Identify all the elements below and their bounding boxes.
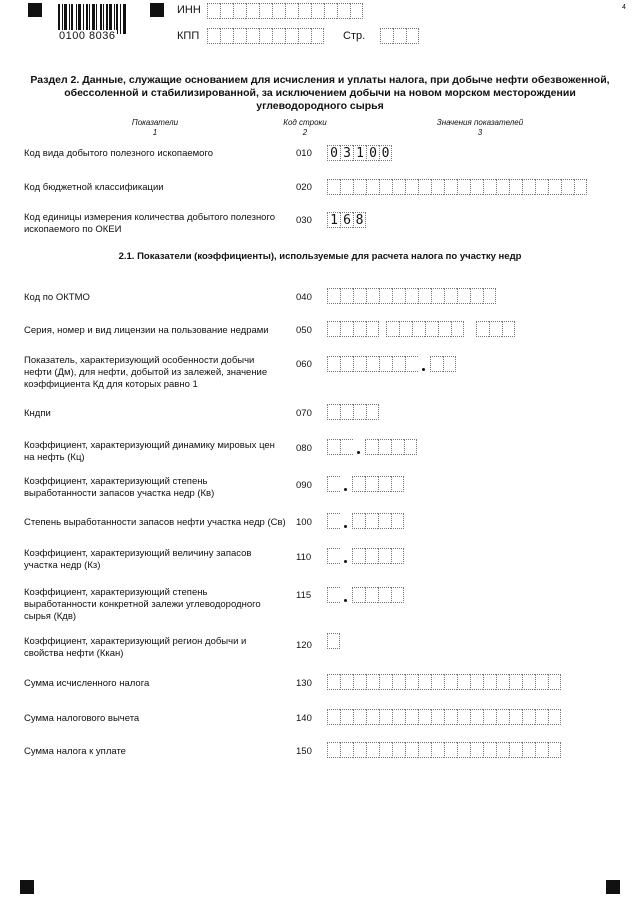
row-050-series-field[interactable] — [327, 321, 379, 337]
row-100-code: 100 — [296, 517, 312, 528]
row-010-code: 010 — [296, 148, 312, 159]
row-140-label: Сумма налогового вычета — [24, 713, 140, 724]
decimal-point-icon — [340, 548, 352, 564]
row-020-field[interactable] — [327, 179, 587, 195]
row-010-digit-3: 1 — [353, 145, 366, 161]
corner-marker-top-mid — [150, 3, 164, 17]
decimal-point-icon — [418, 356, 430, 372]
row-150-label: Сумма налога к уплате — [24, 746, 126, 757]
row-115-field[interactable] — [327, 587, 404, 603]
row-030-digit-1: 1 — [327, 212, 340, 228]
row-020-code: 020 — [296, 182, 312, 193]
row-070-label: Кндпи — [24, 408, 51, 419]
decimal-point-icon — [340, 513, 352, 529]
inn-field[interactable] — [207, 3, 363, 19]
row-020-label: Код бюджетной классификации — [24, 182, 164, 193]
row-030-code: 030 — [296, 215, 312, 226]
row-080-field[interactable] — [327, 439, 417, 455]
row-130-code: 130 — [296, 678, 312, 689]
row-060-code: 060 — [296, 359, 312, 370]
kpp-field[interactable] — [207, 28, 324, 44]
column-header-2-label: Код строки — [283, 118, 327, 127]
row-090-code: 090 — [296, 480, 312, 491]
row-130-field[interactable] — [327, 674, 561, 690]
row-030-digit-2: 6 — [340, 212, 353, 228]
row-120-field[interactable] — [327, 633, 340, 649]
row-030-label: Код единицы измерения количества добытого полезного ископаемого по ОКЕИ — [24, 212, 276, 235]
corner-marker-top-left — [28, 3, 42, 17]
column-header-2-num: 2 — [302, 128, 308, 137]
column-header-1-num: 1 — [152, 128, 158, 137]
decimal-point-icon — [340, 587, 352, 603]
row-110-code: 110 — [296, 552, 312, 563]
row-050-type-field[interactable] — [476, 321, 515, 337]
inn-label: ИНН — [177, 4, 201, 16]
row-010-label: Код вида добытого полезного ископаемого — [24, 148, 213, 159]
row-030-field[interactable] — [327, 212, 366, 228]
column-header-3-label: Значения показателей — [436, 118, 524, 127]
kpp-label: КПП — [177, 30, 200, 42]
row-150-code: 150 — [296, 746, 312, 757]
row-010-field[interactable] — [327, 145, 392, 161]
subsection-title: 2.1. Показатели (коэффициенты), используемые для расчета налога по участку недр — [118, 251, 522, 262]
column-header-3-num: 3 — [477, 128, 483, 137]
row-050-number-field[interactable] — [386, 321, 464, 337]
barcode-number: 0100 8036 — [59, 30, 116, 42]
row-100-label: Степень выработанности запасов нефти участка недр (Св) — [24, 517, 286, 528]
section-title-line1: Раздел 2. Данные, служащие основанием для исчисления и уплаты налога, при добыче нефти обезвоженной, — [30, 74, 610, 86]
row-120-label: Коэффициент, характеризующий регион добычи и свойства нефти (Ккан) — [24, 636, 247, 659]
row-040-code: 040 — [296, 292, 312, 303]
corner-marker-bottom-left — [20, 880, 34, 894]
section-title — [0, 74, 640, 113]
row-115-code: 115 — [296, 590, 312, 601]
section-title-line3: углеводородного сырья — [256, 100, 384, 112]
decimal-point-icon — [340, 476, 352, 492]
row-040-field[interactable] — [327, 288, 496, 304]
page-label: Стр. — [343, 30, 366, 42]
corner-number: 4 — [622, 4, 626, 11]
row-010-digit-1: 0 — [327, 145, 340, 161]
row-030-digit-3: 8 — [353, 212, 366, 228]
row-130-label: Сумма исчисленного налога — [24, 678, 150, 689]
corner-marker-bottom-right — [606, 880, 620, 894]
section-title-line2: обессоленной и стабилизированной, за исключением добычи на новом морском месторождении — [64, 87, 576, 99]
row-010-digit-5: 0 — [379, 145, 392, 161]
row-080-code: 080 — [296, 443, 312, 454]
row-040-label: Код по ОКТМО — [24, 292, 90, 303]
row-110-label: Коэффициент, характеризующий величину запасов участка недр (Кз) — [24, 548, 252, 571]
row-140-field[interactable] — [327, 709, 561, 725]
row-080-label: Коэффициент, характеризующий динамику мировых цен на нефть (Кц) — [24, 440, 275, 463]
column-header-3 — [410, 118, 550, 138]
column-header-1-label: Показатели — [131, 118, 179, 127]
row-010-digit-2: 3 — [340, 145, 353, 161]
row-120-code: 120 — [296, 640, 312, 651]
row-140-code: 140 — [296, 713, 312, 724]
row-070-code: 070 — [296, 408, 312, 419]
decimal-point-icon — [353, 439, 365, 455]
row-110-field[interactable] — [327, 548, 404, 564]
row-100-field[interactable] — [327, 513, 404, 529]
column-header-1 — [100, 118, 210, 138]
row-070-field[interactable] — [327, 404, 379, 420]
row-060-label: Показатель, характеризующий особенности добычи нефти (Дм), для нефти, добытой из залежей, значение коэффициента Кд для которых равно 1 — [24, 355, 268, 390]
row-010-digit-4: 0 — [366, 145, 379, 161]
column-header-2 — [270, 118, 340, 138]
row-115-label: Коэффициент, характеризующий степень выработанности конкретной залежи углеводородного сырья (Кдв) — [24, 587, 261, 622]
row-150-field[interactable] — [327, 742, 561, 758]
row-090-field[interactable] — [327, 476, 404, 492]
row-090-label: Коэффициент, характеризующий степень выработанности запасов участка недр (Кв) — [24, 476, 215, 499]
row-060-field[interactable] — [327, 356, 456, 372]
row-050-label: Серия, номер и вид лицензии на пользование недрами — [24, 325, 269, 336]
page-field[interactable] — [380, 28, 419, 44]
row-050-code: 050 — [296, 325, 312, 336]
